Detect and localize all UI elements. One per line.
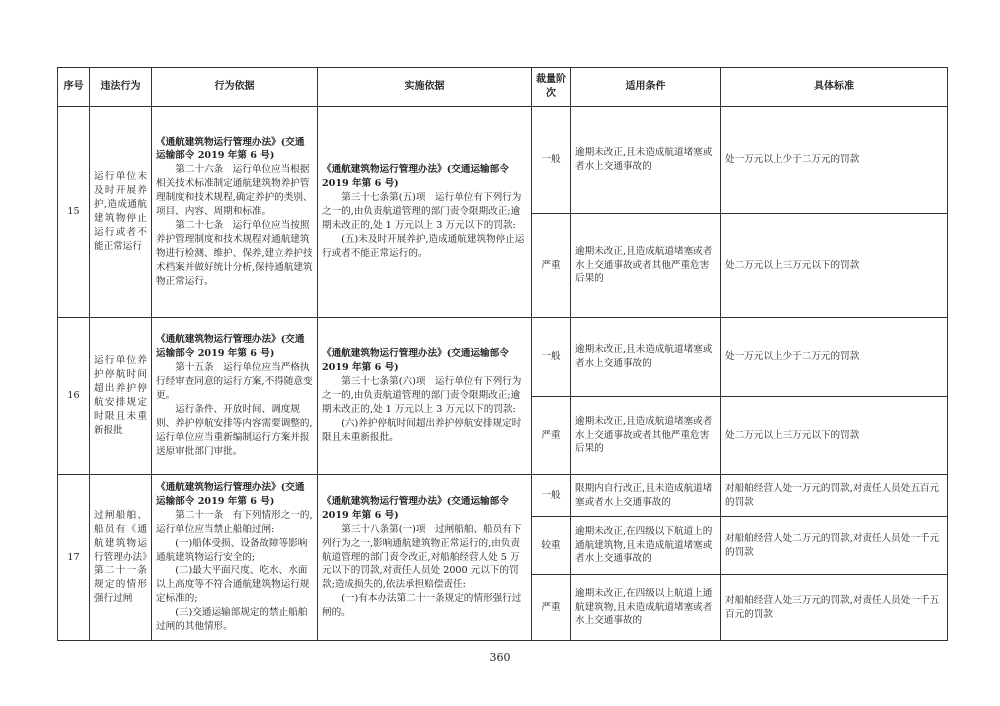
violation-cell: 过闸船舶、船员有《通航建筑物运行管理办法》第二十一条规定的情形强行过闸 <box>90 475 152 641</box>
standard-cell: 处二万元以上三万元以下的罚款 <box>721 214 948 318</box>
table-row <box>58 318 948 397</box>
header-no: 序号 <box>58 68 90 107</box>
header-level: 裁量阶次 <box>532 68 571 107</box>
enforcement-paragraph: (六)养护停航时间超出养护停航安排规定时限且未重新报批。 <box>322 417 522 443</box>
condition-cell: 逾期未改正,在四级以下航道上的通航建筑物,且未造成航道堵塞或者水上交通事故的 <box>571 517 721 575</box>
enforcement-paragraph: (一)有本办法第二十一条规定的情形强行过闸的。 <box>322 593 522 619</box>
level-cell: 严重 <box>532 397 571 475</box>
level-cell: 一般 <box>532 318 571 397</box>
enforcement-paragraph: (五)未及时开展养护,造成通航建筑物停止运行或者不能正常运行的。 <box>322 233 525 259</box>
basis-paragraph: 运行条件、开放时间、调度规则、养护停航安排等内容需要调整的,运行单位应当重新编制运行方案并报送原审批部门审批。 <box>156 403 313 457</box>
enforcement-cell <box>318 318 532 475</box>
level-cell: 严重 <box>532 214 571 318</box>
standard-cell: 对船舶经营人处二万元的罚款,对责任人员处一千元的罚款 <box>721 517 948 575</box>
header-standard: 具体标准 <box>721 68 948 107</box>
level-cell: 较重 <box>532 517 571 575</box>
row-number: 17 <box>58 475 90 641</box>
enforcement-cell <box>318 475 532 641</box>
basis-item: (一)船体受损、设备故障等影响通航建筑物运行安全的; <box>156 537 308 563</box>
table-row <box>58 475 948 517</box>
condition-cell: 限期内自行改正,且未造成航道堵塞或者水上交通事故的 <box>571 475 721 517</box>
level-cell: 严重 <box>532 575 571 641</box>
condition-cell: 逾期未改正,且造成航道堵塞或者水上交通事故或者其他严重危害后果的 <box>571 214 721 318</box>
enforcement-source: 《通航建筑物运行管理办法》(交通运输部令 2019 年第 6 号) <box>322 164 509 190</box>
standard-cell: 处一万元以上少于二万元的罚款 <box>721 107 948 214</box>
table-row <box>58 107 948 214</box>
basis-source: 《通航建筑物运行管理办法》(交通运输部令 2019 年第 6 号) <box>156 334 305 360</box>
enforcement-paragraph: 第三十八条第(一)项 过闸船舶、船员有下列行为之一,影响通航建筑物正常运行的,由负责航道管理的部门责令改正,对船舶经营人处 5 万元以下的罚款,对责任人员处 2000 元以下的罚款;造成损失的,依法承担赔偿责任: <box>322 523 522 591</box>
enforcement-paragraph: 第三十七条第(六)项 运行单位有下列行为之一的,由负责航道管理的部门责令限期改正;逾期未改正的,处 1 万元以上 3 万元以下的罚款: <box>322 376 522 415</box>
row-number: 16 <box>58 318 90 475</box>
row-number: 15 <box>58 107 90 318</box>
basis-paragraph: 第十五条 运行单位应当严格执行经审查同意的运行方案,不得随意变更。 <box>156 362 313 402</box>
violation-cell: 运行单位养护停航时间超出养护停航安排规定时限且未重新报批 <box>90 318 152 475</box>
basis-paragraph: 第二十一条 有下列情形之一的,运行单位应当禁止船舶过闸: <box>156 509 313 535</box>
basis-paragraph: 第二十六条 运行单位应当根据相关技术标准制定通航建筑物养护管理制度和技术规程,确定养护的类别、项目、内容、周期和标准。 <box>156 164 313 218</box>
level-cell: 一般 <box>532 107 571 214</box>
basis-cell <box>152 107 318 318</box>
basis-source: 《通航建筑物运行管理办法》(交通运输部令 2019 年第 6 号) <box>156 136 305 162</box>
basis-paragraph: 第二十七条 运行单位应当按照养护管理制度和技术规程对通航建筑物进行检测、维护、保养,建立养护技术档案并做好统计分析,保持通航建筑物正常运行。 <box>156 219 313 287</box>
basis-item: (三)交通运输部规定的禁止船舶过闸的其他情形。 <box>156 607 308 633</box>
penalty-standards-table <box>57 67 948 641</box>
violation-cell: 运行单位未及时开展养护,造成通航建筑物停止运行或者不能正常运行 <box>90 107 152 318</box>
level-cell: 一般 <box>532 475 571 517</box>
standard-cell: 处一万元以上少于二万元的罚款 <box>721 318 948 397</box>
basis-cell <box>152 475 318 641</box>
basis-item: (二)最大平面尺度、吃水、水面以上高度等不符合通航建筑物运行规定标准的; <box>156 565 310 605</box>
header-condition: 适用条件 <box>571 68 721 107</box>
page-number: 360 <box>489 651 511 664</box>
standard-cell: 处二万元以上三万元以下的罚款 <box>721 397 948 475</box>
basis-source: 《通航建筑物运行管理办法》(交通运输部令 2019 年第 6 号) <box>156 482 305 507</box>
standard-cell: 对船舶经营人处一万元的罚款,对责任人员处五百元的罚款 <box>721 475 948 517</box>
condition-cell: 逾期未改正,在四级以上航道上通航建筑物,且未造成航道堵塞或者水上交通事故的 <box>571 575 721 641</box>
table-header-row <box>58 68 948 107</box>
condition-cell: 逾期未改正,且造成航道堵塞或者水上交通事故或者其他严重危害后果的 <box>571 397 721 475</box>
header-enforcement: 实施依据 <box>318 68 532 107</box>
enforcement-source: 《通航建筑物运行管理办法》(交通运输部令 2019 年第 6 号) <box>322 495 509 521</box>
condition-cell: 逾期未改正,且未造成航道堵塞或者水上交通事故的 <box>571 318 721 397</box>
enforcement-paragraph: 第三十七条第(五)项 运行单位有下列行为之一的,由负责航道管理的部门责令限期改正;逾期未改正的,处 1 万元以上 3 万元以下的罚款: <box>322 192 522 231</box>
enforcement-source: 《通航建筑物运行管理办法》(交通运输部令 2019 年第 6 号) <box>322 348 509 374</box>
header-basis: 行为依据 <box>152 68 318 107</box>
enforcement-cell <box>318 107 532 318</box>
standard-cell: 对船舶经营人处三万元的罚款,对责任人员处一千五百元的罚款 <box>721 575 948 641</box>
condition-cell: 逾期未改正,且未造成航道堵塞或者水上交通事故的 <box>571 107 721 214</box>
basis-cell <box>152 318 318 475</box>
header-violation: 违法行为 <box>90 68 152 107</box>
